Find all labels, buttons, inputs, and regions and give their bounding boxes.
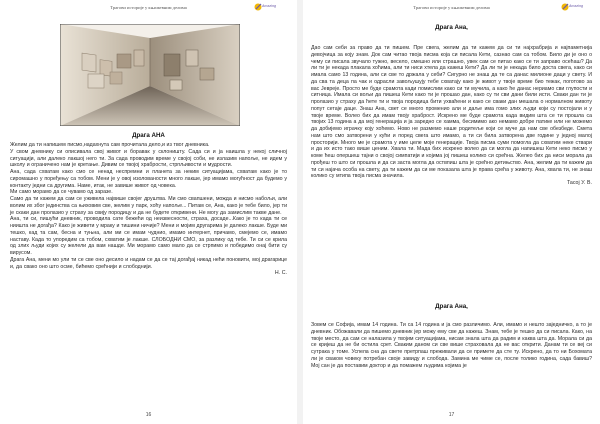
publisher-logo: [560, 1, 582, 14]
paragraph: Само да ти кажем да сам се уживела највише својег друштва. Ми смо свапшени, можда и нисмо набољи, али волим их због јединства са њиховим све, желим у парк, хоћу напоље... Питам се, Ана, како је тебе било, јер ти је скаки дан пролазио у страху за свију породицу и да не будете откривени. Не могу да замислим такве дане.: [10, 196, 287, 216]
signature: Н. С.: [274, 270, 287, 277]
paragraph: Зовем се Софија, имам 14 година. Ти са 14 година и ја смо различимо. Али, имамо и нешто заједничко, а то је дневник. Обожавали да пишемо дневник јер можу ему све да кажеш. Знам, тебе је тешко да си писала. Како, на твоје место, да сам се налазила у твојим ситуацијама, нисам знала шта да радим и каква шта да. Морала си да се кријеш да не би остила срет. Сваким даном си све више страховала да не вас открити. Данам ти се веј си сутрака у томе. Успела сна да свете претрпаш преживали да се примете да сте ту. Искрено, да то ни Бохомата ли је сваком човеку потребан своје завиду и слобода. Замина ме чимe се, после толико година, сада бавиш? Мој сан је да поставим доктор и да помажем људима којима је: [311, 322, 592, 369]
left-page: [0, 0, 297, 424]
publisher-logo: [253, 1, 275, 14]
paragraph: Ана, сада схватам како смо се ненад неспремни и планета за неким ситуацијама, схватам како је то сиромашно у поређењу са тобом. Мени је у овој изолованости много лакше, јер имамо могућност да будемо у контакту једни са другима. Наме, итак, не завише живот од човека.: [10, 169, 287, 189]
paragraph: Драга Ана, мени мо ули ти се све оно десило и надам се да се тај догађај никад нећи поновити, мој драгарице и, да свако оно што осме, бићемо срећнији и слободнији.: [10, 256, 287, 270]
page-number: 17: [448, 412, 455, 418]
logo-text: Amazing: [569, 4, 583, 8]
letter-body: [311, 45, 592, 187]
letter-title: Драга АНА: [132, 132, 165, 139]
signature: Тасој У. В.: [566, 180, 592, 186]
letter-body: [10, 142, 287, 277]
right-page: [303, 0, 600, 424]
paragraph: Ана, ти си, пишући дневник, проводила сате бежећи од неизвесности, страха, досаде...Како је то када ти се ниишта не догађа? Како је живети у мраку и тишини ничије? Мени и мојим другарима је далеко лакше. Буде ми тешко, кад та сам, бесна и туњна, али ми се имам чуднио, имамо интернет, причамо, смејемо се, имамо наставу. Када то упоредим са тобом, схватим је лакше. СЛОБОДНИ СМО, за разлику од тебе. Ти си се крила од злих људи којих су желели да вам нашде. Ми морамо само мало да се стрпимо и победимо онај бити су вирусом.: [10, 216, 287, 256]
paragraph: Желим да ти напишем писмо,надахнута сам прочитала дело,и из твог дневника.: [10, 142, 210, 148]
letter-title: Драга Ана,: [435, 303, 468, 310]
running-head: Трагови историје у књижевним делима: [413, 5, 490, 10]
logo-text: Amazing: [262, 4, 276, 8]
page-number: 16: [145, 412, 152, 418]
paragraph: У свом дневнику си описивала свој живот и боравак у склоништу. Сада си и ја наишла у некој сличној ситуацији, али далеко лакшој него ти. За сада проводим време у својој соби, не излазим напоље, не идем у школу и ограничено нам је кретање. Дивим се твојој храбрости, стрпљивости и мудрости.: [10, 148, 287, 169]
paragraph: Дао сам себи за право да ти пишем. Пре свега, желим да ти кажем да си ти најхрабрија и најпаметнија девојчица за коју знам. Док сам читао твоја писма која си писала Кети, сазнао сам са тобом. Било ди је оно о чему си писала звучало тужно, весело, смешно или страшно, увек сам се питао како се ти заправо осећаш? Да ли ти је некада плакала хоћима, али ти ниси хтела да кажеш Кети? Да ли ти је некада било доста свега, како си имала само 13 година, али си све то држала у себи? Сигурно не знаш да те са данас милионе даци у свету. И да сва та деца па чак и одрасли завољушују тебе схватају како је живот у твоје време био тежак, поготово за вас Јевреје. Просто ме буде срамота кади помислим како си ти мучила, а како ће данас нериамо сви глупости и ситница. Имала си вољи да пишеш Кети како ти је прошао дан, како су ти сви дани били исти. Сваки дан ти је пролазио у страху да ћете ти и твоја породица бити ухваћени и како се сваки дан мешала о нормалном животу попут сетаје даце. Знаш Ана, свет се много променио али и даље има гомо злих људи који су постојали и у твоје време. Волео бих да имам твоју храброст. Искрено ме буде срамота када видим шта се ти прошла са твојих 13 година а да мој генерација и ја заредно се хамма, бесимимо ако немамо добре патике или не можемо да добијемо играчку коју хоћемо. Ново не размемо наше родитеље који се муче да нам све обезбеде. Смета нам што смо затворени у кући и поред свега што имамо, а ти си била затворена две године у једној малој просторији. Много ме је срамота у име целе моје генерације. Твоја писма суми помогла да схватим неке ствари и да их исто тако више ценим. Хвала ти. Мада бих искрено волео да си могла да напишеш Кети неко писмо у коме ћеш опершеш тајни о својој симпатији и којима јој пишеш колико си срећна. Желео бих да ниси морала да прођеш то што си прошла и да си заста могла да оствпиш шта је срећно детињство. Ана, желим да ти кажем да ти си најача особа на свету, да ти кажем да си ме показала шта је права срећа у животу. Ана, хвала ти, не знаш колико су мтипа твоја писма значила.: [311, 45, 592, 180]
anne-frank-room-photo: [60, 24, 240, 126]
letter-body: [311, 322, 592, 369]
paragraph: Ми само морамо да се чувамо од заразе.: [10, 189, 113, 196]
running-head: Трагови историје у књижевним делима: [110, 5, 187, 10]
letter-title: Драга Ана,: [435, 24, 468, 31]
